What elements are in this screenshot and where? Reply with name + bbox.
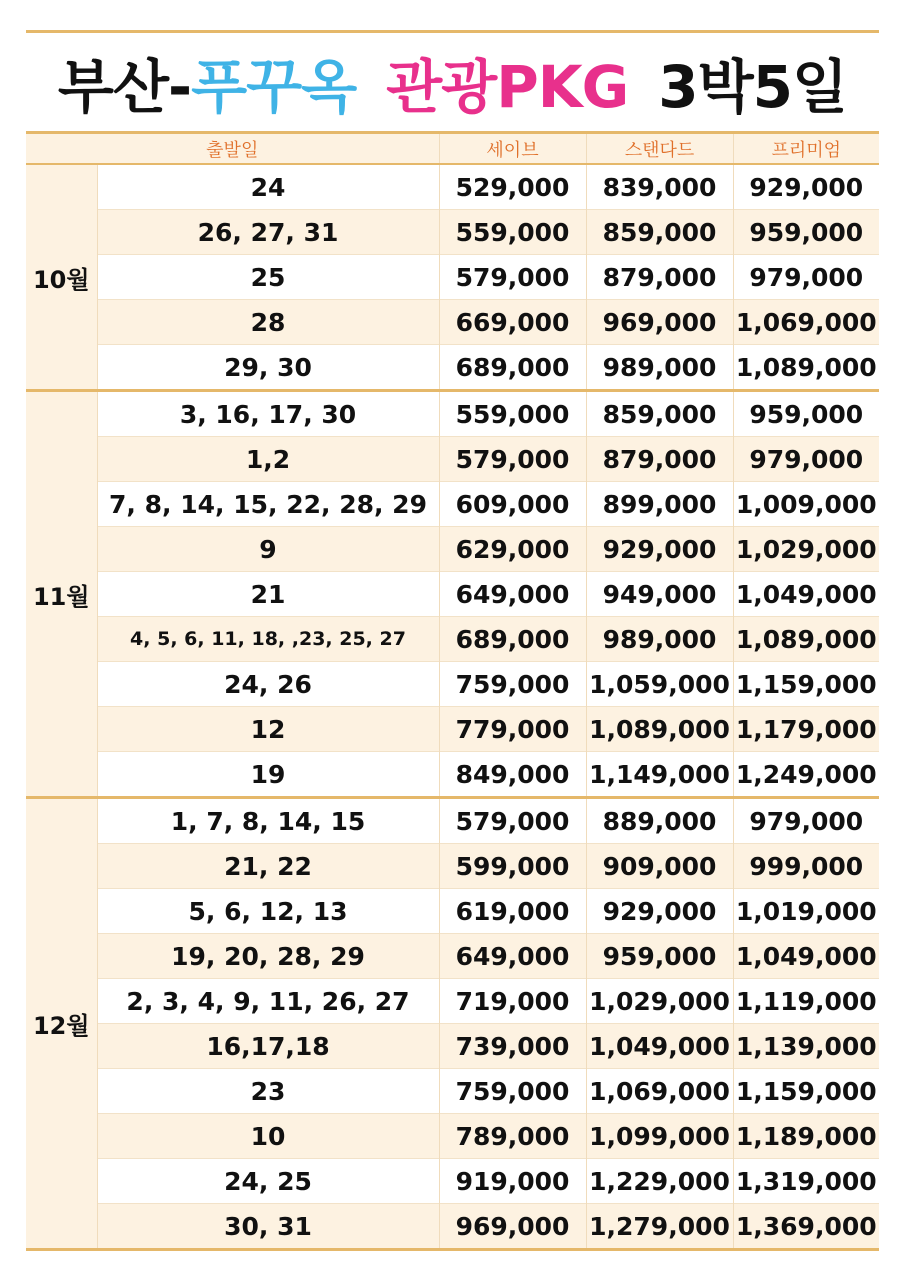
table-row: [26, 707, 879, 752]
price-save: 579,000: [439, 437, 586, 482]
header-departure-date: 출발일: [26, 133, 439, 165]
header-standard: 스탠다드: [586, 133, 733, 165]
table-row: [26, 752, 879, 798]
price-premium: 1,089,000: [733, 617, 879, 662]
price-premium: 1,159,000: [733, 662, 879, 707]
price-save: 649,000: [439, 572, 586, 617]
price-standard: 959,000: [586, 934, 733, 979]
departure-dates: 9: [97, 527, 439, 572]
month-label: 10월: [26, 164, 97, 391]
departure-dates: 24, 25: [97, 1159, 439, 1204]
price-save: 619,000: [439, 889, 586, 934]
departure-dates: 16,17,18: [97, 1024, 439, 1069]
price-standard: 1,279,000: [586, 1204, 733, 1250]
departure-dates: 2, 3, 4, 9, 11, 26, 27: [97, 979, 439, 1024]
price-standard: 889,000: [586, 798, 733, 844]
price-premium: 929,000: [733, 164, 879, 210]
price-standard: 969,000: [586, 300, 733, 345]
departure-dates: 12: [97, 707, 439, 752]
departure-dates: 29, 30: [97, 345, 439, 391]
departure-dates: 21, 22: [97, 844, 439, 889]
price-standard: 909,000: [586, 844, 733, 889]
price-premium: 1,019,000: [733, 889, 879, 934]
price-save: 759,000: [439, 662, 586, 707]
price-premium: 1,119,000: [733, 979, 879, 1024]
price-save: 779,000: [439, 707, 586, 752]
price-standard: 879,000: [586, 437, 733, 482]
price-save: 649,000: [439, 934, 586, 979]
price-standard: 1,029,000: [586, 979, 733, 1024]
price-standard: 839,000: [586, 164, 733, 210]
price-standard: 859,000: [586, 210, 733, 255]
price-standard: 879,000: [586, 255, 733, 300]
price-save: 669,000: [439, 300, 586, 345]
price-premium: 1,029,000: [733, 527, 879, 572]
table-row: [26, 1069, 879, 1114]
departure-dates: 23: [97, 1069, 439, 1114]
price-table-body: [26, 164, 879, 1250]
price-save: 789,000: [439, 1114, 586, 1159]
price-premium: 1,159,000: [733, 1069, 879, 1114]
price-standard: 929,000: [586, 889, 733, 934]
table-row: [26, 844, 879, 889]
header-save: 세이브: [439, 133, 586, 165]
table-row: [26, 164, 879, 210]
price-standard: 859,000: [586, 391, 733, 437]
price-premium: 1,089,000: [733, 345, 879, 391]
price-save: 599,000: [439, 844, 586, 889]
departure-dates: 3, 16, 17, 30: [97, 391, 439, 437]
title-duration: 3박5일: [658, 53, 848, 121]
price-save: 559,000: [439, 210, 586, 255]
price-save: 579,000: [439, 798, 586, 844]
title-destination: 푸꾸옥: [191, 53, 357, 121]
departure-dates: 10: [97, 1114, 439, 1159]
price-save: 579,000: [439, 255, 586, 300]
price-save: 689,000: [439, 617, 586, 662]
title-package-type: 관광PKG: [386, 53, 629, 121]
price-save: 529,000: [439, 164, 586, 210]
price-standard: 1,099,000: [586, 1114, 733, 1159]
departure-dates: 24: [97, 164, 439, 210]
departure-dates: 4, 5, 6, 11, 18, ,23, 25, 27: [97, 617, 439, 662]
table-row: [26, 1204, 879, 1250]
title-route-origin: 부산-: [57, 53, 192, 121]
price-premium: 979,000: [733, 798, 879, 844]
departure-dates: 28: [97, 300, 439, 345]
page-title: [26, 30, 879, 131]
price-premium: 1,249,000: [733, 752, 879, 798]
table-row: [26, 391, 879, 437]
price-standard: 1,069,000: [586, 1069, 733, 1114]
price-standard: 1,059,000: [586, 662, 733, 707]
departure-dates: 19: [97, 752, 439, 798]
price-standard: 949,000: [586, 572, 733, 617]
price-save: 849,000: [439, 752, 586, 798]
month-label: 12월: [26, 798, 97, 1250]
price-save: 739,000: [439, 1024, 586, 1069]
departure-dates: 26, 27, 31: [97, 210, 439, 255]
price-premium: 1,179,000: [733, 707, 879, 752]
table-row: [26, 889, 879, 934]
price-save: 629,000: [439, 527, 586, 572]
price-premium: 1,369,000: [733, 1204, 879, 1250]
departure-dates: 1, 7, 8, 14, 15: [97, 798, 439, 844]
departure-dates: 30, 31: [97, 1204, 439, 1250]
departure-dates: 25: [97, 255, 439, 300]
price-premium: 1,319,000: [733, 1159, 879, 1204]
price-standard: 929,000: [586, 527, 733, 572]
departure-dates: 24, 26: [97, 662, 439, 707]
price-premium: 979,000: [733, 255, 879, 300]
price-save: 969,000: [439, 1204, 586, 1250]
header-premium: 프리미엄: [733, 133, 879, 165]
price-premium: 1,049,000: [733, 934, 879, 979]
price-premium: 1,139,000: [733, 1024, 879, 1069]
price-standard: 1,049,000: [586, 1024, 733, 1069]
price-standard: 899,000: [586, 482, 733, 527]
price-standard: 1,149,000: [586, 752, 733, 798]
departure-dates: 19, 20, 28, 29: [97, 934, 439, 979]
table-row: [26, 300, 879, 345]
table-row: [26, 662, 879, 707]
table-row: [26, 437, 879, 482]
table-row: [26, 482, 879, 527]
departure-dates: 5, 6, 12, 13: [97, 889, 439, 934]
table-row: [26, 1114, 879, 1159]
price-standard: 989,000: [586, 345, 733, 391]
table-row: [26, 1159, 879, 1204]
price-standard: 1,229,000: [586, 1159, 733, 1204]
departure-dates: 1,2: [97, 437, 439, 482]
price-premium: 959,000: [733, 210, 879, 255]
table-row: [26, 527, 879, 572]
price-premium: 1,009,000: [733, 482, 879, 527]
price-standard: 989,000: [586, 617, 733, 662]
price-standard: 1,089,000: [586, 707, 733, 752]
table-row: [26, 798, 879, 844]
price-premium: 959,000: [733, 391, 879, 437]
price-table: [26, 131, 879, 1251]
price-save: 609,000: [439, 482, 586, 527]
table-row: [26, 617, 879, 662]
departure-dates: 21: [97, 572, 439, 617]
price-save: 719,000: [439, 979, 586, 1024]
price-premium: 1,189,000: [733, 1114, 879, 1159]
price-save: 689,000: [439, 345, 586, 391]
table-row: [26, 345, 879, 391]
departure-dates: 7, 8, 14, 15, 22, 28, 29: [97, 482, 439, 527]
table-row: [26, 572, 879, 617]
table-row: [26, 934, 879, 979]
price-save: 559,000: [439, 391, 586, 437]
price-sheet: [26, 30, 879, 1251]
price-premium: 979,000: [733, 437, 879, 482]
price-save: 919,000: [439, 1159, 586, 1204]
price-save: 759,000: [439, 1069, 586, 1114]
month-label: 11월: [26, 391, 97, 798]
table-row: [26, 255, 879, 300]
price-premium: 1,069,000: [733, 300, 879, 345]
table-header-row: [26, 133, 879, 165]
table-row: [26, 1024, 879, 1069]
table-row: [26, 979, 879, 1024]
price-premium: 999,000: [733, 844, 879, 889]
table-row: [26, 210, 879, 255]
price-premium: 1,049,000: [733, 572, 879, 617]
